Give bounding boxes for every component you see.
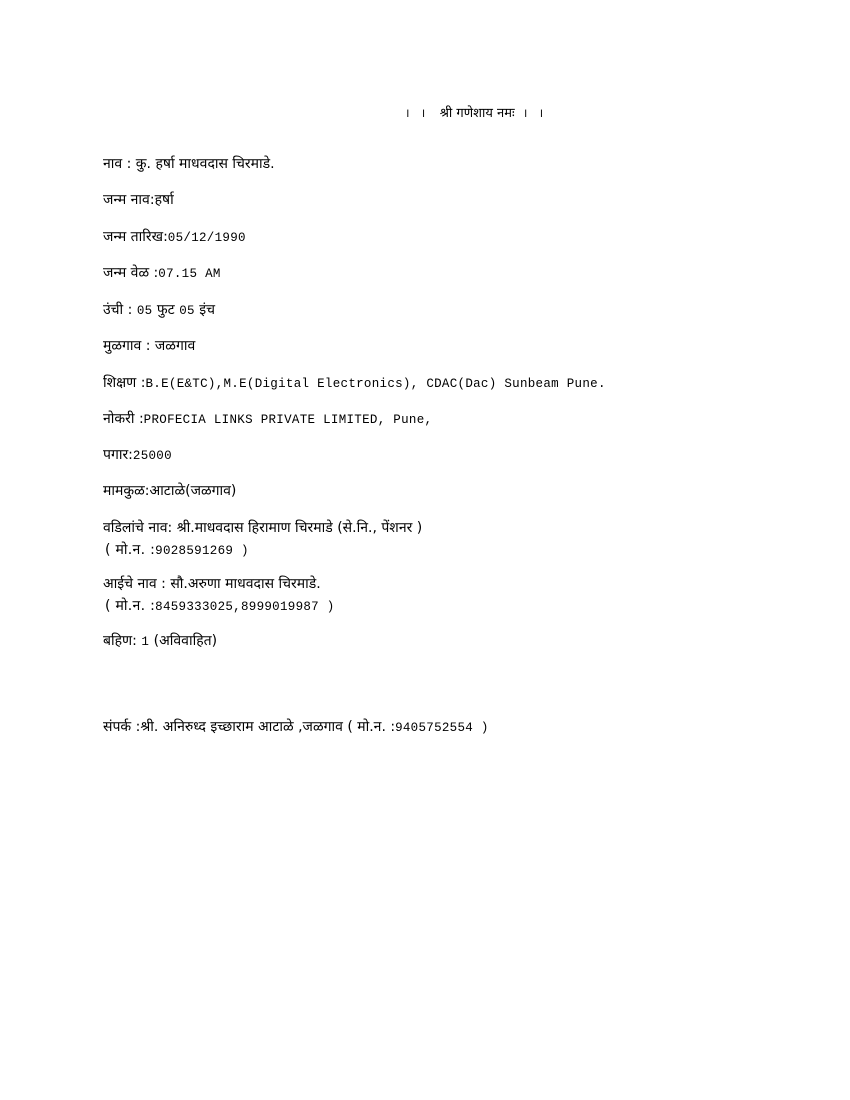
- invocation-header: [405, 103, 545, 121]
- education-line: [103, 374, 606, 393]
- sister-count: 1: [141, 635, 150, 649]
- birth-time-label: जन्म वेळ :: [103, 265, 159, 281]
- mother-phone-line: [105, 596, 335, 615]
- father-phone-value: 9028591269: [155, 544, 234, 558]
- education-label: शिक्षण :: [103, 375, 146, 391]
- father-phone-line: [105, 540, 249, 559]
- height-ft-unit: फुट: [152, 302, 180, 318]
- dob-value: 05/12/1990: [167, 231, 246, 245]
- birth-time-value: 07.15 AM: [158, 267, 221, 281]
- height-in-value: 05: [179, 304, 195, 318]
- birth-name-label: जन्म नाव:: [103, 192, 155, 208]
- dob-line: [103, 228, 246, 247]
- height-line: [103, 301, 215, 320]
- height-in-unit: इंच: [194, 302, 216, 318]
- header-bars-right: । ।: [522, 107, 546, 121]
- mother-phone-open: ( मो.न. :: [105, 598, 156, 614]
- mother-phone-value: 8459333025,8999019987: [155, 600, 319, 614]
- name-text: नाव : कु. हर्षा माधवदास चिरमाडे.: [103, 156, 275, 172]
- father-phone-close: ): [233, 544, 249, 558]
- salary-line: [103, 446, 172, 465]
- contact-line: [103, 718, 489, 737]
- father-name-line: [103, 519, 422, 537]
- birth-name-line: [103, 191, 174, 209]
- native-place-line: [103, 337, 195, 355]
- job-label: नोकरी :: [103, 411, 144, 427]
- contact-phone: 9405752554: [395, 721, 474, 735]
- sister-line: [103, 632, 217, 651]
- education-value: B.E(E&TC),M.E(Digital Electronics), CDAC(Dac) Sunbeam Pune.: [145, 377, 606, 391]
- mother-name-text: आईचे नाव : सौ.अरुणा माधवदास चिरमाडे.: [103, 576, 321, 592]
- height-ft-value: 05: [136, 304, 153, 318]
- father-phone-open: ( मो.न. :: [105, 542, 156, 558]
- salary-value: 25000: [132, 449, 172, 463]
- mother-name-line: [103, 575, 321, 593]
- job-value: PROFECIA LINKS PRIVATE LIMITED, Pune,: [143, 413, 433, 427]
- sister-status: (अविवाहित): [149, 633, 218, 649]
- sister-label: बहिण:: [103, 633, 142, 649]
- height-label: उंची :: [103, 302, 137, 318]
- native-place-text: मुळगाव : जळगाव: [103, 338, 196, 354]
- contact-close: ): [473, 721, 489, 735]
- birth-time-line: [103, 264, 221, 283]
- name-line: [103, 155, 275, 173]
- dob-label: जन्म तारिख:: [103, 229, 168, 245]
- birth-name-value: हर्षा: [154, 192, 174, 208]
- maternal-family-line: [103, 482, 236, 500]
- header-text: श्री गणेशाय नमः: [439, 106, 515, 121]
- maternal-family-text: मामकुळ:आटाळे(जळगाव): [103, 483, 237, 499]
- header-bars-left: । ।: [405, 107, 428, 121]
- father-name-text: वडिलांचे नाव: श्री.माधवदास हिरामाण चिरमाडे (से.नि., पेंशनर ): [103, 520, 423, 536]
- mother-phone-close: ): [318, 600, 335, 614]
- job-line: [103, 410, 432, 429]
- salary-label: पगार:: [103, 447, 133, 463]
- contact-text: संपर्क :श्री. अनिरुध्द इच्छाराम आटाळे ,जळगाव ( मो.न. :: [103, 719, 396, 735]
